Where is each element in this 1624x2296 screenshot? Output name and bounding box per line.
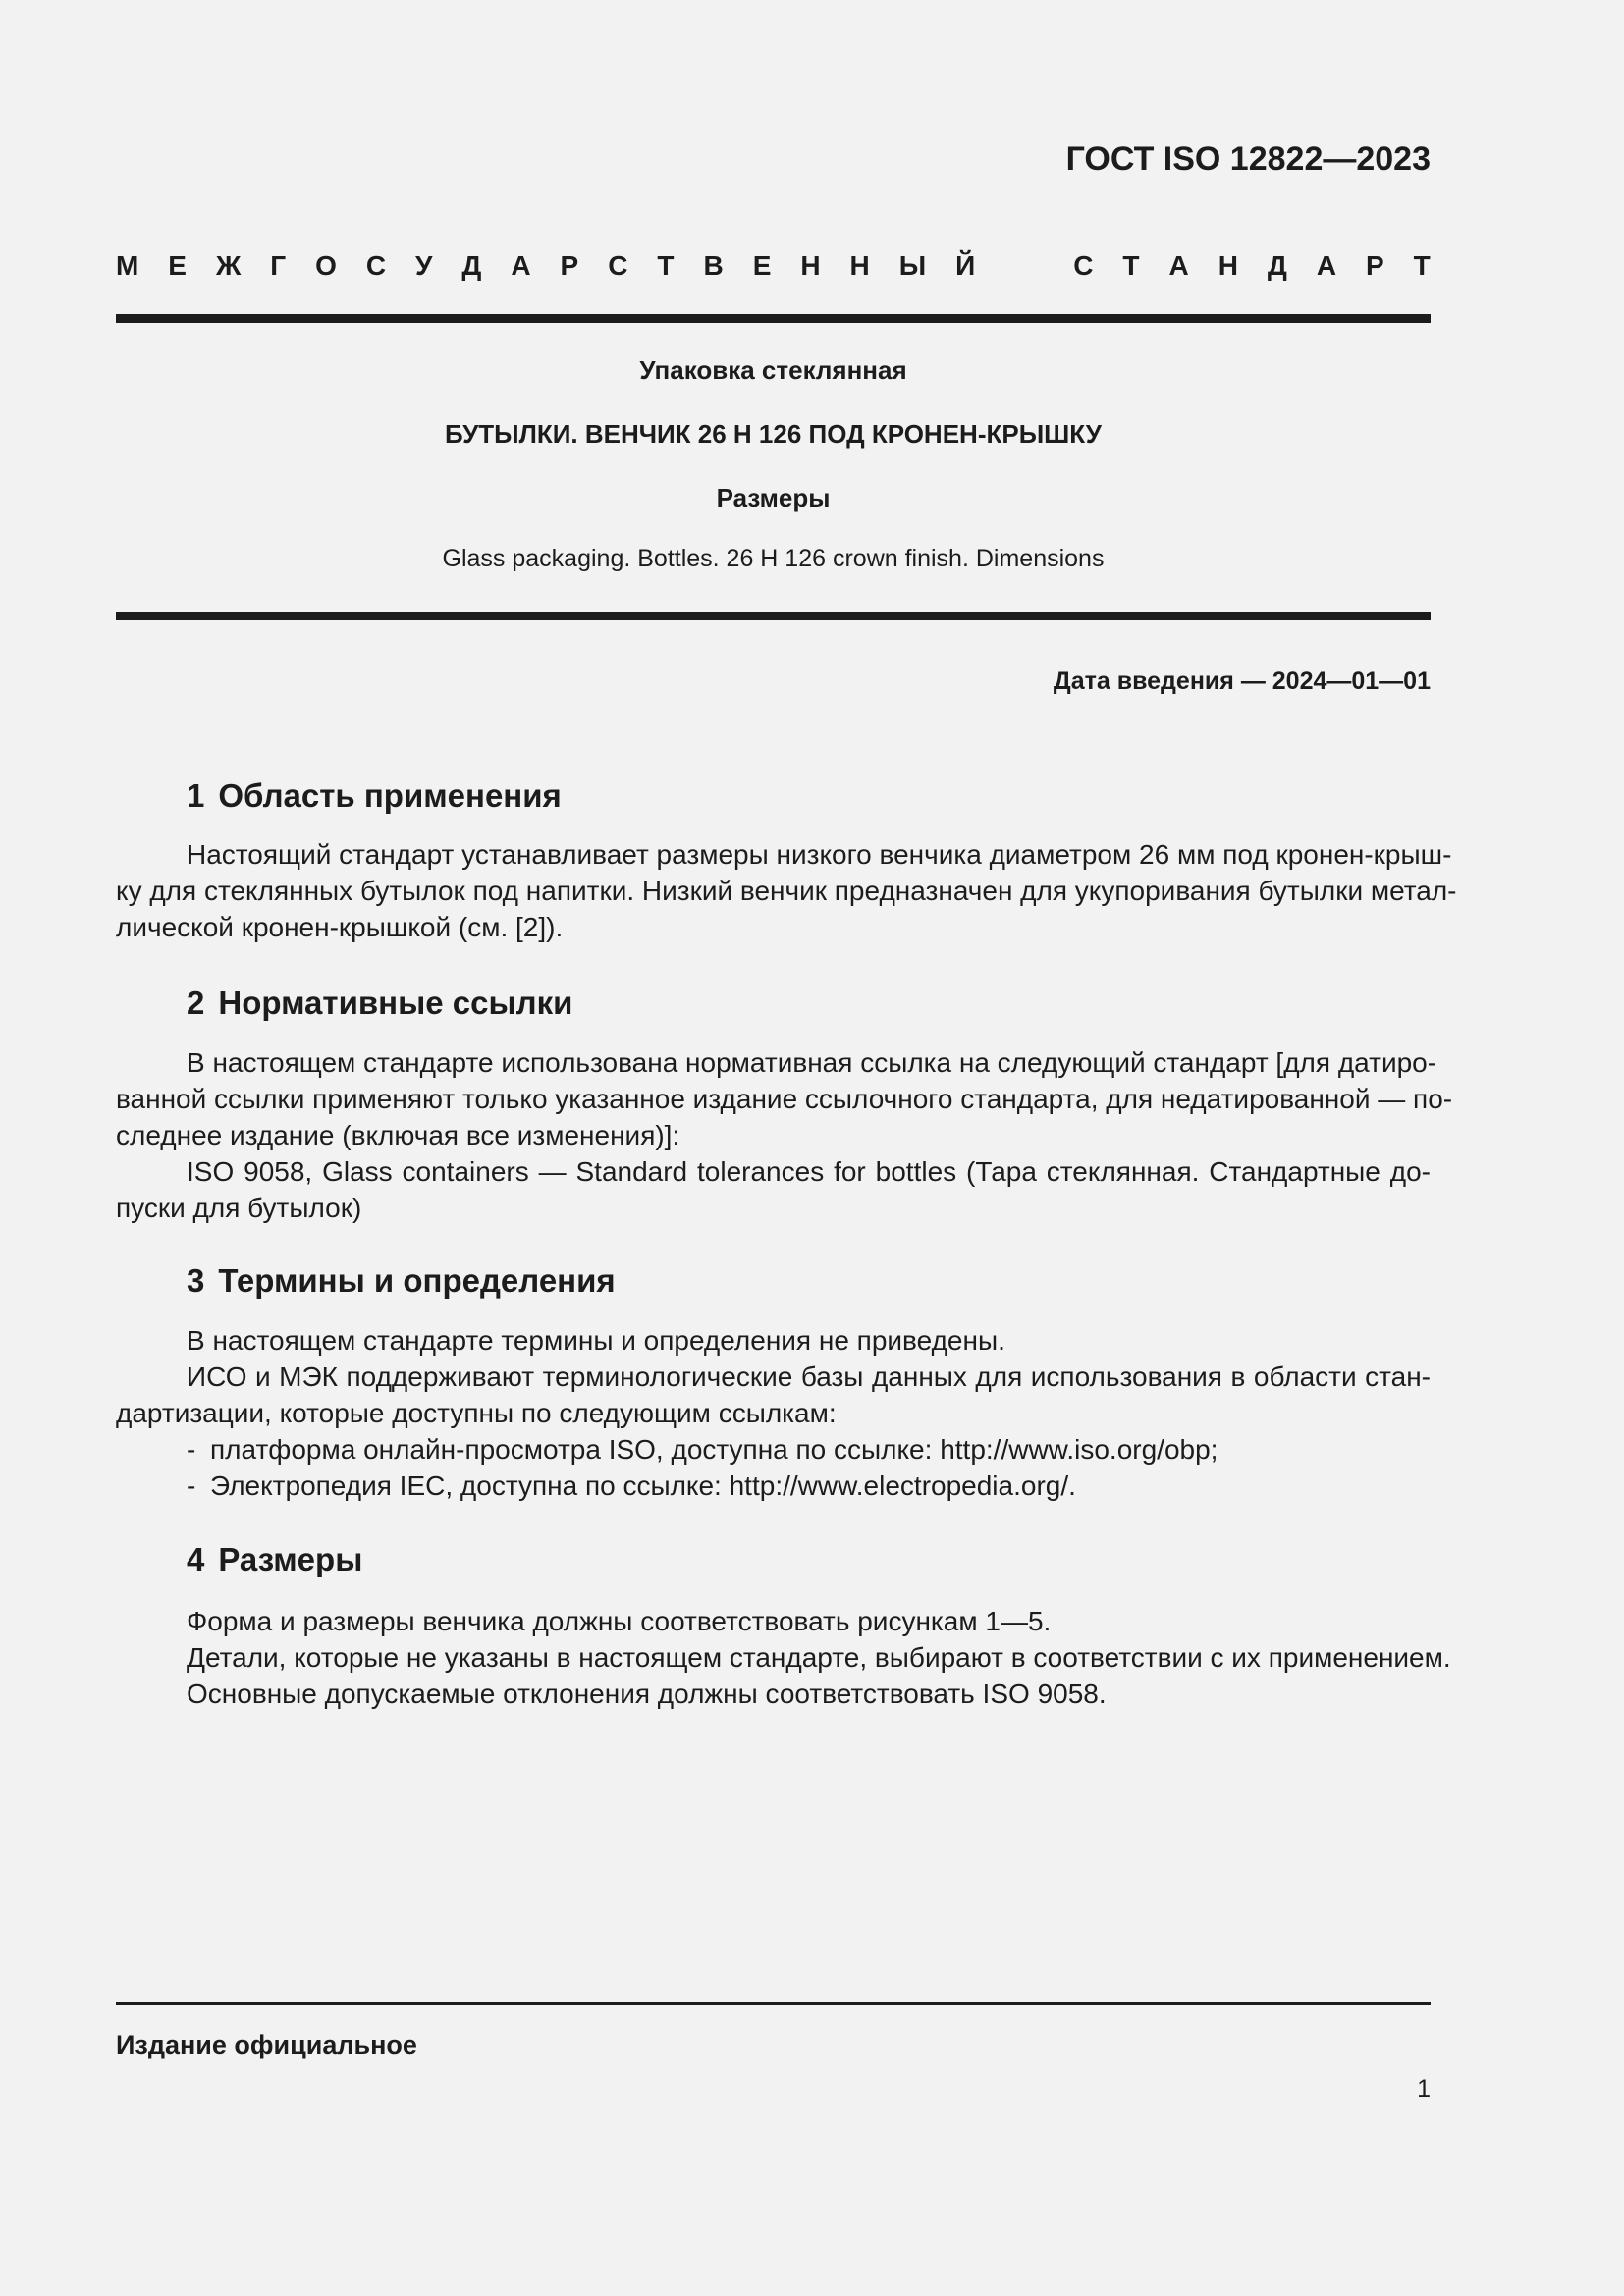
text-line: ку для стеклянных бутылок под напитки. Низкий венчик предназначен для укупоривания бутылки метал- bbox=[116, 876, 1457, 906]
text-line: дартизации, которые доступны по следующим ссылкам: bbox=[116, 1398, 837, 1428]
text-line: ИСО и МЭК поддерживают терминологические базы данных для использования в области стан- bbox=[187, 1362, 1431, 1392]
text-line: ISO 9058, Glass containers — Standard tolerances for bottles (Тара стеклянная. Стандартные до- bbox=[187, 1156, 1431, 1187]
banner-letter: А bbox=[511, 250, 531, 281]
text-line: лической кронен-крышкой (см. [2]). bbox=[116, 912, 564, 942]
footer-rule bbox=[116, 2002, 1431, 2005]
banner-letter: В bbox=[703, 250, 724, 281]
document-code: ГОСТ ISO 12822—2023 bbox=[1065, 140, 1431, 178]
introduction-date: Дата введения — 2024—01—01 bbox=[1053, 667, 1431, 695]
banner-letter: Д bbox=[461, 250, 482, 281]
banner-letter: М bbox=[116, 250, 139, 281]
edition-label: Издание официальное bbox=[116, 2030, 417, 2059]
text-line: ванной ссылки применяют только указанное издание ссылочного стандарта, для недатированной — по- bbox=[116, 1084, 1453, 1114]
page-number: 1 bbox=[1417, 2075, 1431, 2103]
bullet-marker: - bbox=[187, 1470, 196, 1501]
section-1-heading bbox=[187, 777, 562, 815]
section-number: 4 bbox=[187, 1541, 205, 1577]
title-line-1: Упаковка стеклянная bbox=[639, 355, 907, 385]
text-line: Форма и размеры венчика должны соответствовать рисункам 1—5. bbox=[187, 1606, 1052, 1636]
section-2-body bbox=[116, 1044, 1453, 1226]
banner-letter: Т bbox=[1413, 250, 1431, 281]
banner-letter: Е bbox=[752, 250, 772, 281]
banner-letter: У bbox=[415, 250, 433, 281]
banner-letter: Р bbox=[560, 250, 579, 281]
text-line: Детали, которые не указаны в настоящем стандарте, выбирают в соответствии с их применением. bbox=[187, 1642, 1451, 1673]
banner-letter: Е bbox=[168, 250, 187, 281]
banner-letter: Р bbox=[1366, 250, 1384, 281]
banner-word-gap bbox=[1004, 250, 1044, 282]
text-line: пуски для бутылок) bbox=[116, 1193, 362, 1223]
section-1-body bbox=[116, 836, 1457, 945]
title-line-2: БУТЫЛКИ. ВЕНЧИК 26 Н 126 ПОД КРОНЕН-КРЫШКУ bbox=[445, 419, 1102, 449]
banner-letter: С bbox=[365, 250, 387, 281]
header-rule-bottom bbox=[116, 612, 1431, 620]
banner-letter: Н bbox=[800, 250, 821, 281]
banner-letter: О bbox=[315, 250, 337, 281]
list-item-text: Электропедия IEC, доступна по ссылке: http://www.electropedia.org/. bbox=[210, 1470, 1076, 1501]
list-item bbox=[187, 1468, 1218, 1504]
banner-letter: С bbox=[1073, 250, 1094, 281]
section-number: 2 bbox=[187, 985, 205, 1021]
text-line: Основные допускаемые отклонения должны соответствовать ISO 9058. bbox=[187, 1679, 1107, 1709]
section-3-body bbox=[116, 1322, 1431, 1431]
header-rule-top bbox=[116, 314, 1431, 323]
banner-letter: Н bbox=[849, 250, 870, 281]
text-line: В настоящем стандарте использована нормативная ссылка на следующий стандарт [для датиро- bbox=[187, 1047, 1437, 1078]
title-english: Glass packaging. Bottles. 26 H 126 crown finish. Dimensions bbox=[442, 545, 1105, 572]
section-2-heading bbox=[187, 985, 572, 1022]
title-line-3: Размеры bbox=[716, 483, 831, 512]
text-line: Настоящий стандарт устанавливает размеры низкого венчика диаметром 26 мм под кронен-крыш- bbox=[187, 839, 1452, 870]
bullet-marker: - bbox=[187, 1434, 196, 1465]
section-4-body bbox=[116, 1603, 1451, 1712]
banner-letter: Ж bbox=[215, 250, 242, 281]
section-3-heading bbox=[187, 1262, 616, 1300]
section-title: Термины и определения bbox=[218, 1262, 616, 1299]
section-number: 3 bbox=[187, 1262, 205, 1299]
banner-letter: Г bbox=[270, 250, 287, 281]
banner-letter: Й bbox=[955, 250, 976, 281]
banner-letter: Д bbox=[1267, 250, 1287, 281]
section-number: 1 bbox=[187, 777, 205, 814]
standard-banner bbox=[116, 250, 1431, 282]
banner-letter: Т bbox=[1122, 250, 1140, 281]
section-title: Область применения bbox=[218, 777, 562, 814]
section-3-bullet-list bbox=[187, 1431, 1218, 1504]
banner-letter: Н bbox=[1218, 250, 1238, 281]
section-title: Нормативные ссылки bbox=[218, 985, 573, 1021]
text-line: В настоящем стандарте термины и определения не приведены. bbox=[187, 1325, 1005, 1356]
banner-letter: Ы bbox=[898, 250, 927, 281]
list-item bbox=[187, 1431, 1218, 1468]
banner-letter: А bbox=[1168, 250, 1189, 281]
section-title: Размеры bbox=[218, 1541, 363, 1577]
section-4-heading bbox=[187, 1541, 362, 1578]
banner-letter: А bbox=[1316, 250, 1337, 281]
banner-letter: Т bbox=[657, 250, 675, 281]
text-line: следнее издание (включая все изменения)]: bbox=[116, 1120, 680, 1150]
list-item-text: платформа онлайн-просмотра ISO, доступна по ссылке: http://www.iso.org/obp; bbox=[210, 1434, 1218, 1465]
banner-letter: С bbox=[608, 250, 628, 281]
